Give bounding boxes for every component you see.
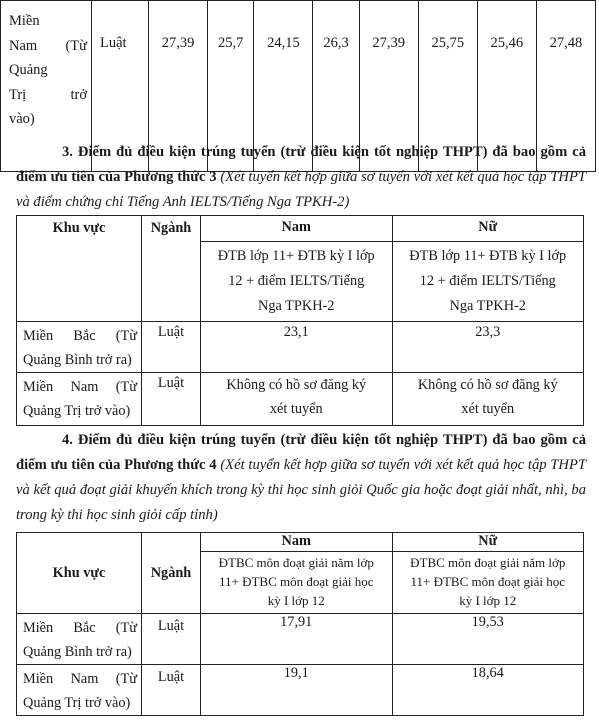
score-cell: 27,39 [149,1,208,172]
column-header-male: Nam [201,533,393,552]
score-cell: 25,46 [477,1,536,172]
criteria-line: ĐTBC môn đoạt giải năm lớp [410,555,566,570]
major-cell: Luật [92,1,149,172]
criteria-line: 11+ ĐTBC môn đoạt giải học [410,574,566,589]
region-line: Nam (Từ [9,37,87,54]
column-header-male: Nam [201,216,393,242]
score-cell-female: 18,64 [392,665,584,716]
section-4-heading [16,428,586,528]
region-cell: Miền Bắc (Từ Quảng Bình trở ra) [17,614,142,665]
score-cell-female: 19,53 [392,614,584,665]
score-cell-male: 19,1 [201,665,393,716]
score-cell-male: 17,91 [201,614,393,665]
criteria-line: kỳ I lớp 12 [267,593,325,608]
major-cell: Luật [142,665,201,716]
status-line: Không có hồ sơ đăng ký [417,377,558,393]
score-cell-male: 23,1 [201,322,393,373]
criteria-line: 11+ ĐTBC môn đoạt giải học [218,574,374,589]
column-header-female: Nữ [392,216,584,242]
column-header-region: Khu vực [17,533,142,614]
region-line: Quảng [9,62,48,78]
major-cell: Luật [142,614,201,665]
region-line: Trị trở [9,86,87,103]
criteria-cell-female [392,552,584,614]
score-cell: 25,7 [208,1,254,172]
score-table-method-4 [16,532,584,716]
score-cell: 26,3 [313,1,359,172]
score-cell: 25,75 [418,1,477,172]
table-row [17,322,584,373]
score-cell-female: 23,3 [392,322,584,373]
status-line: xét tuyển [461,401,515,417]
region-cell: Miền Nam (Từ Quảng Trị trở vào) [17,373,142,426]
section-4-lead: 4. Điểm đủ điều kiện trúng tuyển (trừ điều kiện tốt nghiệp THPT) đã bao gồm cả điểm ưu tiên của Phương thức 4 [16,432,586,473]
region-cell: Miền Nam (Từ Quảng Trị trở vào) [17,665,142,716]
status-line: Không có hồ sơ đăng ký [226,377,367,393]
table-row [17,614,584,665]
criteria-cell-female [392,242,584,322]
section-4-description: (Xét tuyển kết hợp giữa sơ tuyển với xét kết quả học tập THPT và kết quả đoạt giải khuyến khích trong kỳ thi học sinh giỏi Quốc gia hoặc đoạt giải nhất, nhì, ba trong kỳ thi học sinh giỏi cấp tỉnh) [16,457,587,523]
region-cell: Miền Bắc (Từ Quảng Bình trở ra) [17,322,142,373]
score-cell: 27,48 [536,1,595,172]
region-line: vào) [9,111,35,127]
criteria-line: 12 + điểm IELTS/Tiếng [419,273,556,289]
status-line: xét tuyển [269,401,323,417]
status-cell-male [201,373,393,426]
column-header-major: Ngành [142,533,201,614]
criteria-line: ĐTBC môn đoạt giải năm lớp [218,555,374,570]
section-3-description: (Xét tuyển kết hợp giữa sơ tuyển với xét kết quả học tập THPT và điểm chứng chỉ Tiếng Anh IELTS/Tiếng Nga TPKH-2) [16,169,587,210]
section-3-heading [16,140,586,215]
criteria-line: kỳ I lớp 12 [459,593,517,608]
criteria-line: Nga TPKH-2 [258,298,335,314]
status-cell-female [392,373,584,426]
region-line: Miền [9,13,40,29]
table-header-row [17,533,584,552]
column-header-region: Khu vực [17,216,142,322]
score-cell: 27,39 [359,1,418,172]
score-cell: 24,15 [254,1,313,172]
criteria-line: Nga TPKH-2 [449,298,526,314]
major-cell: Luật [142,322,201,373]
criteria-line: 12 + điểm IELTS/Tiếng [228,273,365,289]
criteria-cell-male [201,242,393,322]
column-header-female: Nữ [392,533,584,552]
table-header-row [17,216,584,242]
criteria-cell-male [201,552,393,614]
major-cell: Luật [142,373,201,426]
section-3-lead: 3. Điểm đủ điều kiện trúng tuyển (trừ điều kiện tốt nghiệp THPT) đã bao gồm cả điểm ưu tiên của Phương thức 3 [16,144,586,185]
table-row [17,665,584,716]
score-table-method-3 [16,215,584,426]
column-header-major: Ngành [142,216,201,322]
table-row [17,373,584,426]
criteria-line: ĐTB lớp 11+ ĐTB kỳ I lớp [217,248,375,264]
criteria-line: ĐTB lớp 11+ ĐTB kỳ I lớp [409,248,567,264]
